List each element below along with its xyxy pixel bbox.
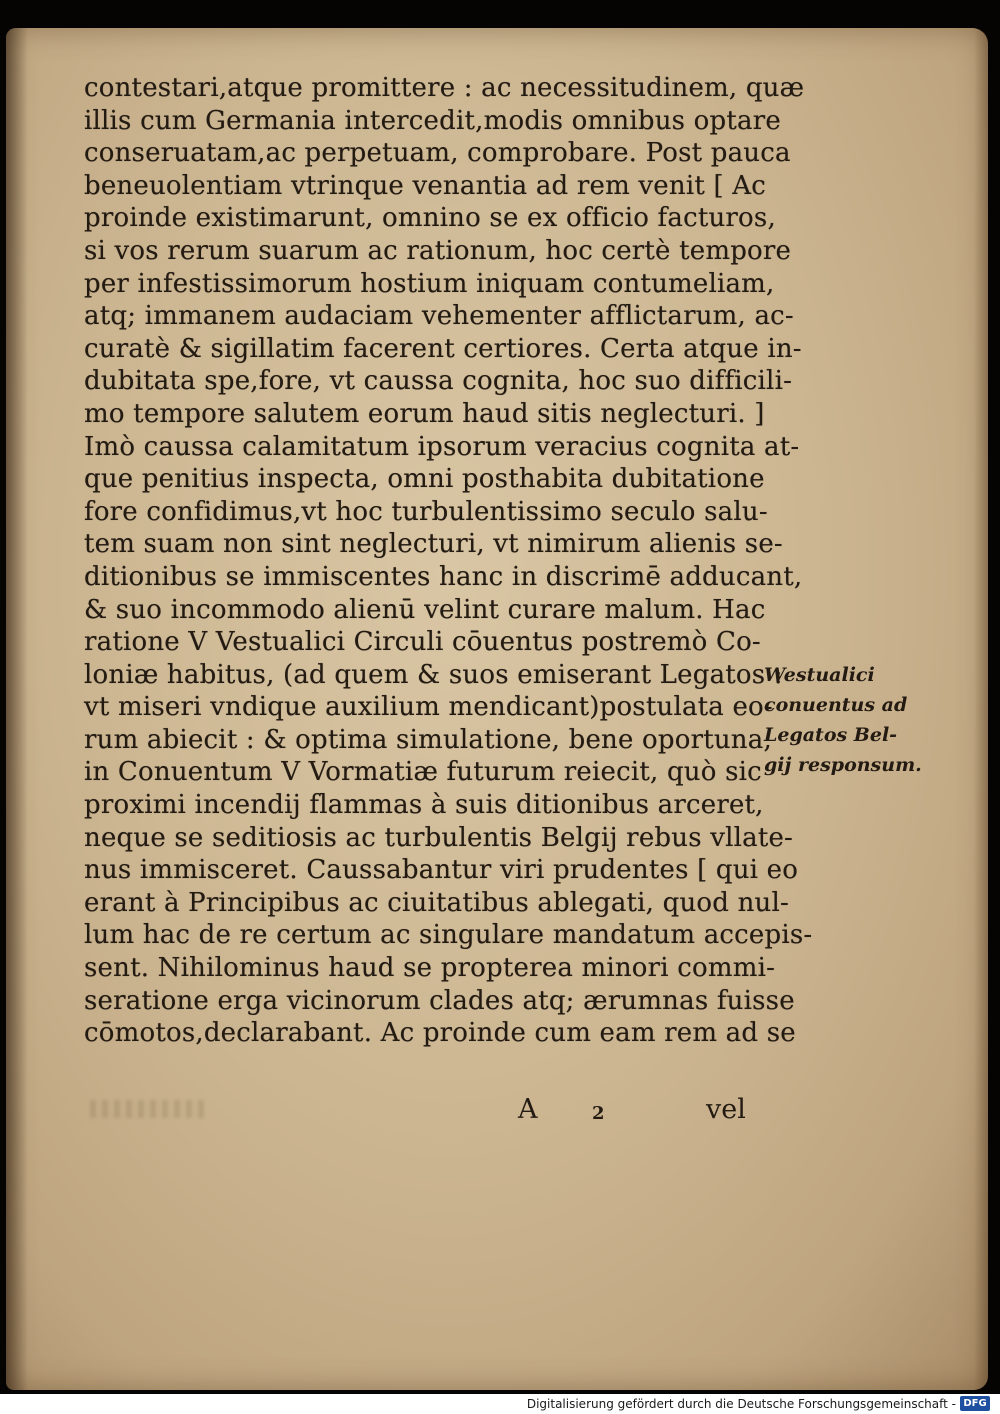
page-edge xyxy=(974,28,988,1390)
text-line: beneuolentiam vtrinque venantia ad rem venit [ Ac xyxy=(84,170,766,201)
text-line: dubitata spe,fore, vt caussa cognita, hoc suo difficili- xyxy=(84,366,793,397)
text-line: seratione erga vicinorum clades atq; ærumnas fuisse xyxy=(84,985,795,1016)
text-line: loniæ habitus, (ad quem & suos emiserant Legatos : xyxy=(84,659,783,690)
text-line: contestari,atque promittere : ac necessitudinem, quæ xyxy=(84,73,805,103)
text-line: ratione V Vestualici Circuli cōuentus postremò Co- xyxy=(84,627,761,658)
signature-mark: A xyxy=(518,1094,538,1125)
dfg-logo-icon: DFG xyxy=(960,1396,990,1411)
text-line: si vos rerum suarum ac rationum, hoc certè tempore xyxy=(84,235,792,266)
text-line: rum abiecit : & optima simulatione, bene oportuna, xyxy=(84,724,772,755)
text-line: in Conuentum V Vormatiæ futurum reiecit, quò sic xyxy=(84,757,762,788)
text-line: lum hac de re certum ac singulare mandatum accepis- xyxy=(84,920,813,951)
text-line: proinde existimarunt, omnino se ex officio facturos, xyxy=(84,203,776,234)
text-line: & suo incommodo alienū velint curare malum. Hac xyxy=(84,594,766,625)
spine-shadow xyxy=(6,28,28,1390)
catchword: vel xyxy=(706,1094,746,1125)
funding-credit: Digitalisierung gefördert durch die Deutsche Forschungsgemeinschaft - xyxy=(526,1397,956,1411)
main-text-block xyxy=(84,72,813,1050)
text-line: Imò caussa calamitatum ipsorum veracius cognita at- xyxy=(84,431,800,462)
text-line: vt miseri vndique auxilium mendicant)postulata eo- xyxy=(84,692,773,723)
marginal-note-line: Westualici xyxy=(764,664,875,686)
text-line: conseruatam,ac perpetuam, comprobare. Post pauca xyxy=(84,138,791,169)
text-line: curatè & sigillatim facerent certiores. Certa atque in- xyxy=(84,333,802,364)
marginal-note-line: gij responsum. xyxy=(764,754,922,776)
page-foot-line xyxy=(84,1090,764,1130)
signature-number: 2 xyxy=(592,1103,605,1124)
text-line: sent. Nihilominus haud se propterea minori commi- xyxy=(84,953,776,984)
text-line: que penitius inspecta, omni posthabita dubitatione xyxy=(84,464,765,495)
text-line: per infestissimorum hostium iniquam contumeliam, xyxy=(84,268,775,299)
text-line: atq; immanem audaciam vehementer afflictarum, ac- xyxy=(84,301,794,332)
marginal-note-line: conuentus ad xyxy=(764,694,908,716)
credit-bar xyxy=(0,1394,1000,1414)
text-line: tem suam non sint neglecturi, vt nimirum alienis se- xyxy=(84,529,783,560)
text-line: neque se seditiosis ac turbulentis Belgij rebus vllate- xyxy=(84,822,794,853)
marginal-note xyxy=(764,660,922,780)
text-line: mo tempore salutem eorum haud sitis neglecturi. ] xyxy=(84,398,765,429)
text-line: fore confidimus,vt hoc turbulentissimo seculo salu- xyxy=(84,496,768,527)
text-line: illis cum Germania intercedit,modis omnibus optare xyxy=(84,105,781,136)
text-line: proximi incendij flammas à suis ditionibus arceret, xyxy=(84,790,764,821)
text-line: nus immisceret. Caussabantur viri prudentes [ qui eo xyxy=(84,855,799,886)
text-line: ditionibus se immiscentes hanc in discrimē adducant, xyxy=(84,561,803,592)
text-line: cōmotos,declarabant. Ac proinde cum eam rem ad se xyxy=(84,1018,796,1049)
marginal-note-line: Legatos Bel- xyxy=(764,724,898,746)
text-line: erant à Principibus ac ciuitatibus ablegati, quod nul- xyxy=(84,887,789,918)
